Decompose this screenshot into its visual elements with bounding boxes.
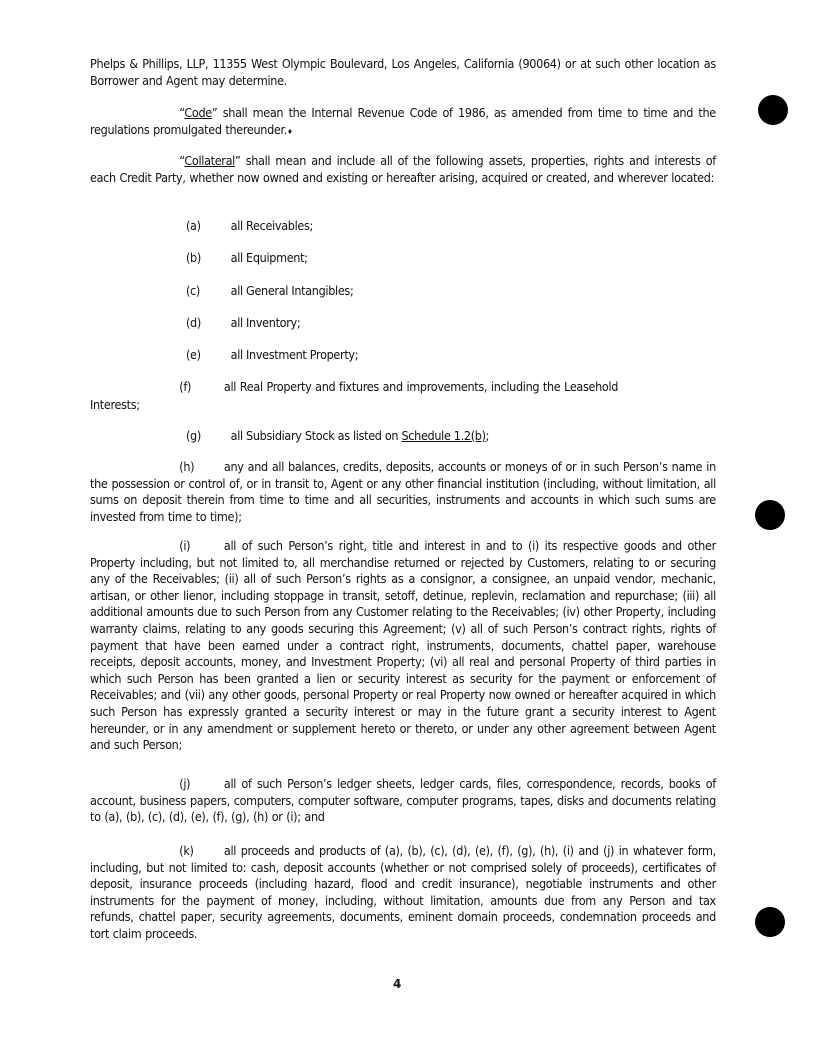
item-text: all proceeds and products of (a), (b), (c), (d), (e), (f), (g), (h), (i) and (j) in whatever form, including, but not limited to: cash, deposit accounts (whether or not comprised solely of proceeds), certificates of deposit, insurance proceeds (including hazard, flood and credit insurance), negotiable instruments and other instruments for the payment of money, including, without limitation, amounts due from any Person and tax refunds, chattel paper, security agreements, documents, eminent domain proceeds, condemnation proceeds and tort claim proceeds. <box>90 844 716 941</box>
defined-term-collateral: Collateral <box>184 154 235 168</box>
edit-mark: ♦ <box>287 127 293 136</box>
list-item-h <box>90 459 716 525</box>
open-quote: “ <box>179 154 185 168</box>
item-text-end: ; <box>485 429 490 443</box>
hole-punch-top <box>758 95 788 125</box>
list-item-f-continuation: Interests; <box>90 398 140 412</box>
item-text: all of such Person’s right, title and interest in and to (i) its respective goods and other Property including, but not limited to, all merchandise returned or rejected by Customers, relating to or securing any of the Receivables; (ii) all of such Person’s rights as a consignor, a consignee, an unpaid vendor, mechanic, artisan, or other lienor, including stoppage in transit, setoff, detinue, replevin, reclamation and repurchase; (iii) all additional amounts due to such Person from any Customer relating to the Receivables; (iv) other Property, including warranty claims, relating to any goods securing this Agreement; (v) all of such Person’s contract rights, rights of payment that have been earned under a contract right, instruments, documents, chattel paper, warehouse receipts, deposit accounts, money, and Investment Property; (vi) all real and personal Property of third parties in which such Person has been granted a lien or security interest as security for the payment or enforcement of Receivables; and (vii) any other goods, personal Property or real Property now owned or hereafter acquired in which such Person has expressly granted a security interest or may in the future grant a security interest to Agent hereunder, or in any amendment or supplement hereto or thereto, or under any other agreement between Agent and such Person; <box>90 539 716 753</box>
item-label: (e) <box>186 348 201 362</box>
list-item-k <box>90 843 716 943</box>
item-text: all Real Property and fixtures and improvements, including the Leasehold <box>223 380 619 394</box>
page-number: 4 <box>393 977 402 991</box>
item-text: all General Intangibles; <box>230 284 354 298</box>
hole-punch-bottom <box>755 907 785 937</box>
hole-punch-middle <box>755 500 785 530</box>
item-label: (h) <box>179 460 195 474</box>
close-quote: ” <box>211 106 218 120</box>
list-item-j <box>90 776 716 826</box>
item-label: (c) <box>186 284 200 298</box>
list-item-b <box>186 250 308 266</box>
item-label: (f) <box>179 380 192 394</box>
close-quote: ” <box>234 154 241 168</box>
item-label: (i) <box>179 539 191 553</box>
schedule-reference: Schedule 1.2(b) <box>401 429 486 443</box>
item-text: all Equipment; <box>230 251 308 265</box>
collateral-definition <box>90 153 716 186</box>
item-label: (k) <box>179 844 194 858</box>
item-label: (d) <box>186 316 201 330</box>
list-item-e <box>186 347 358 363</box>
item-label: (g) <box>186 429 201 443</box>
list-item-c <box>186 283 353 299</box>
collateral-definition-text: shall mean and include all of the following assets, properties, rights and interests of each Credit Party, whether now owned and existing or hereafter arising, acquired or created, and wherever located: <box>90 154 716 185</box>
item-text: all Subsidiary Stock as listed on <box>230 429 402 443</box>
item-label: (b) <box>186 251 201 265</box>
item-label: (j) <box>179 777 191 791</box>
list-item-d <box>186 315 300 331</box>
list-item-g <box>186 428 489 444</box>
open-quote: “ <box>179 106 185 120</box>
list-item-i <box>90 538 716 754</box>
item-text: all Investment Property; <box>230 348 359 362</box>
item-text: all of such Person’s ledger sheets, ledger cards, files, correspondence, records, books of account, business papers, computers, computer software, computer programs, tapes, disks and documents relating to (a), (b), (c), (d), (e), (f), (g), (h) or (i); and <box>90 777 716 825</box>
item-text: any and all balances, credits, deposits, accounts or moneys of or in such Person’s name in the possession or control of, or in transit to, Agent or any other financial institution (including, without limitation, all sums on deposit therein from time to time and all securities, instruments and accounts in which such sums are invested from time to time); <box>90 460 716 524</box>
list-item-f <box>90 379 716 396</box>
intro-paragraph: Phelps & Phillips, LLP, 11355 West Olympic Boulevard, Los Angeles, California (90064) or at such other location as Borrower and Agent may determine. <box>90 57 716 88</box>
item-text: all Inventory; <box>230 316 301 330</box>
defined-term-code: Code <box>184 106 212 120</box>
item-text: all Receivables; <box>230 219 313 233</box>
list-item-a <box>186 218 313 234</box>
code-definition-text: shall mean the Internal Revenue Code of 1986, as amended from time to time and the regulations promulgated thereunder. <box>90 106 716 137</box>
item-label: (a) <box>186 219 201 233</box>
code-definition <box>90 105 716 140</box>
